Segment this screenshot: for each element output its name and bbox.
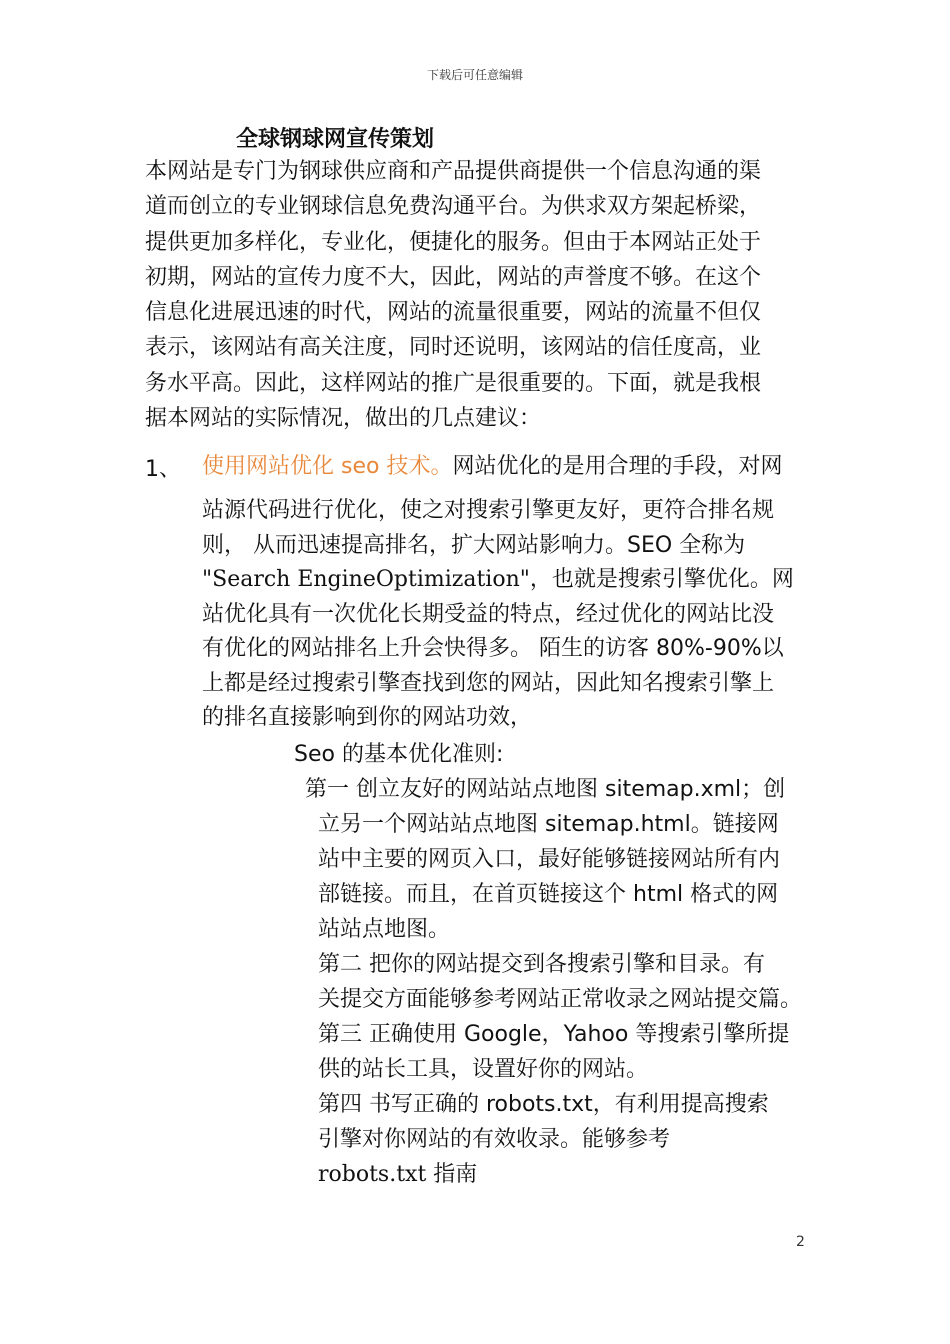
item-line: 则， 从而迅速提高排名，扩大网站影响力。SEO 全称为 [202,532,746,558]
item-body [202,494,822,736]
rule-line: 关提交方面能够参考网站正常收录之网站提交篇。 [318,987,803,1012]
intro-line: 务水平高。因此，这样网站的推广是很重要的。下面，就是我根 [145,370,762,396]
rule-line: robots.txt 指南 [318,1162,478,1187]
intro-line: 本网站是专门为钢球供应商和产品提供商提供一个信息沟通的渠 [145,159,762,184]
intro-line: 表示，该网站有高关注度，同时还说明，该网站的信任度高，业 [145,335,762,361]
page-number: 2 [796,1234,805,1250]
rule-line: 立另一个网站站点地图 sitemap.html。链接网 [318,812,779,837]
item-line: 上都是经过搜索引擎查找到您的网站，因此知名搜索引擎上 [202,670,775,696]
rule-line: 站站点地图。 [318,917,451,942]
item-first-line [202,450,822,484]
item-heading: 使用网站优化 seo 技术。 [202,454,453,479]
page-header: 下载后可任意编辑 [426,68,523,82]
rule-line: 部链接。而且，在首页链接这个 html 格式的网 [318,882,779,907]
document-title: 全球钢球网宣传策划 [236,127,435,152]
intro-line: 提供更加多样化，专业化，便捷化的服务。但由于本网站正处于 [145,229,762,255]
rule-line: 引擎对你网站的有效收录。能够参考 [318,1127,671,1152]
item-line: "Search EngineOptimization"，也就是搜索引擎优化。网 [202,567,794,592]
item-line: 站源代码进行优化，使之对搜索引擎更友好，更符合排名规 [202,498,775,523]
item-line: 有优化的网站排名上升会快得多。 陌生的访客 80%-90%以 [202,636,784,661]
item-line: 站优化具有一次优化长期受益的特点，经过优化的网站比没 [202,601,775,627]
rule-first-line: 第一 创立友好的网站站点地图 sitemap.xml；创 [305,777,786,802]
item-first-line-text: 网站优化的是用合理的手段，对网 [452,454,783,479]
intro-paragraph [145,154,825,436]
seo-rules-heading: Seo 的基本优化准则: [294,742,504,767]
intro-line: 据本网站的实际情况，做出的几点建议： [145,406,542,432]
item-line: 的排名直接影响到你的网站功效， [202,705,533,730]
intro-line: 信息化进展迅速的时代，网站的流量很重要，网站的流量不但仅 [145,300,762,326]
rule-line: 站中主要的网页入口，最好能够链接网站所有内 [318,847,781,872]
item-number: 1、 [145,457,181,482]
rule-line: 第三 正确使用 Google，Yahoo 等搜索引擎所提 [318,1022,790,1047]
rule-line: 第二 把你的网站提交到各搜索引擎和目录。有 [318,952,765,977]
rules-body [318,807,802,1192]
rule-line: 供的站长工具，设置好你的网站。 [318,1057,649,1082]
intro-line: 道而创立的专业钢球信息免费沟通平台。为供求双方架起桥梁， [145,194,762,220]
rule-line: 第四 书写正确的 robots.txt，有利用提高搜索 [318,1092,769,1117]
intro-line: 初期，网站的宣传力度不大，因此，网站的声誉度不够。在这个 [145,264,762,290]
